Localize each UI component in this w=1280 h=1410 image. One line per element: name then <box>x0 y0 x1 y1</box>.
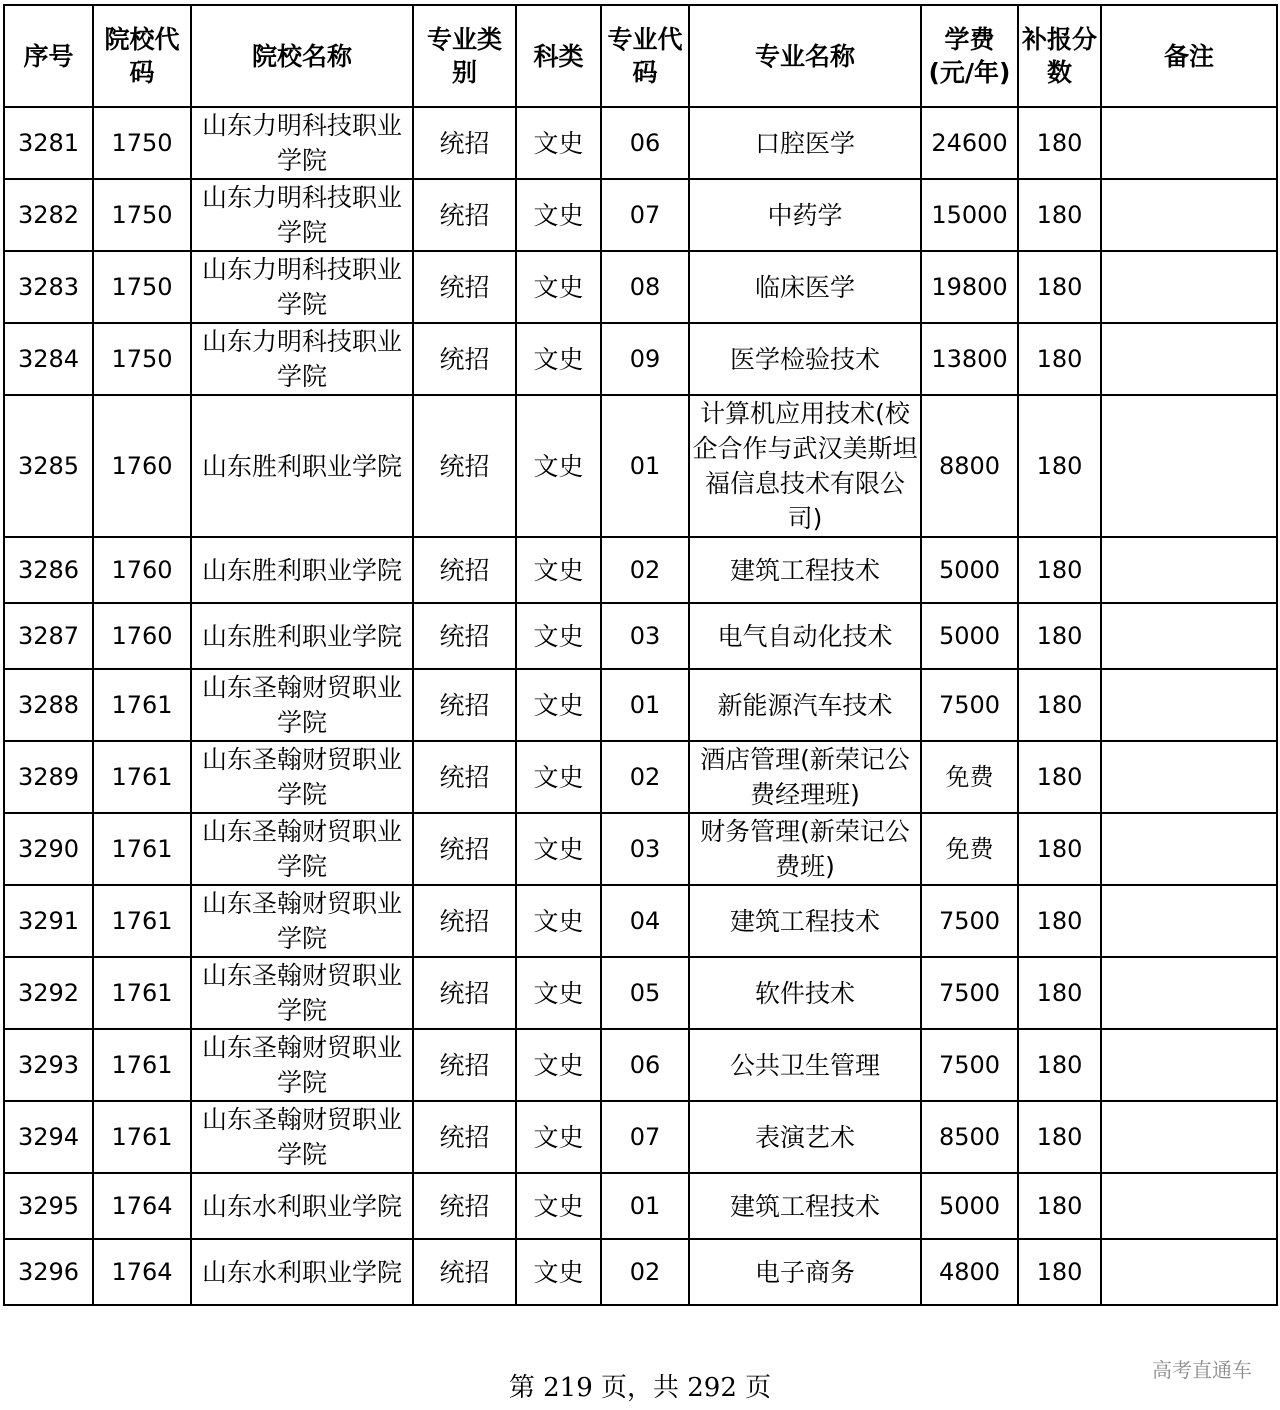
cell-category: 统招 <box>413 323 516 395</box>
cell-fee: 15000 <box>921 179 1018 251</box>
cell-major: 新能源汽车技术 <box>689 669 921 741</box>
cell-seq: 3281 <box>4 107 93 179</box>
cell-school-code: 1750 <box>93 323 191 395</box>
cell-fee: 4800 <box>921 1239 1018 1305</box>
cell-school-code: 1764 <box>93 1173 191 1239</box>
table-row <box>4 537 1277 603</box>
cell-category: 统招 <box>413 1239 516 1305</box>
cell-major-code: 07 <box>601 1101 689 1173</box>
table-row <box>4 323 1277 395</box>
cell-note <box>1101 1173 1277 1239</box>
cell-category: 统招 <box>413 669 516 741</box>
cell-subject: 文史 <box>516 885 601 957</box>
cell-score: 180 <box>1018 537 1101 603</box>
cell-major-code: 08 <box>601 251 689 323</box>
cell-subject: 文史 <box>516 107 601 179</box>
cell-major: 电子商务 <box>689 1239 921 1305</box>
header-seq: 序号 <box>4 5 93 107</box>
cell-major-code: 06 <box>601 107 689 179</box>
table-row <box>4 813 1277 885</box>
cell-major: 临床医学 <box>689 251 921 323</box>
cell-major: 计算机应用技术(校企合作与武汉美斯坦福信息技术有限公司) <box>689 395 921 537</box>
cell-major: 酒店管理(新荣记公费经理班) <box>689 741 921 813</box>
cell-major-code: 05 <box>601 957 689 1029</box>
cell-score: 180 <box>1018 669 1101 741</box>
cell-subject: 文史 <box>516 179 601 251</box>
cell-seq: 3287 <box>4 603 93 669</box>
cell-school-code: 1761 <box>93 813 191 885</box>
header-school-code: 院校代码 <box>93 5 191 107</box>
cell-category: 统招 <box>413 1173 516 1239</box>
table-row <box>4 885 1277 957</box>
cell-fee: 免费 <box>921 741 1018 813</box>
cell-school: 山东圣翰财贸职业学院 <box>191 669 413 741</box>
cell-school-code: 1761 <box>93 1029 191 1101</box>
cell-seq: 3293 <box>4 1029 93 1101</box>
cell-school: 山东水利职业学院 <box>191 1173 413 1239</box>
cell-score: 180 <box>1018 1173 1101 1239</box>
table-row <box>4 1173 1277 1239</box>
cell-school: 山东力明科技职业学院 <box>191 251 413 323</box>
cell-school-code: 1761 <box>93 957 191 1029</box>
cell-fee: 19800 <box>921 251 1018 323</box>
cell-major-code: 02 <box>601 741 689 813</box>
cell-note <box>1101 537 1277 603</box>
cell-subject: 文史 <box>516 813 601 885</box>
cell-category: 统招 <box>413 957 516 1029</box>
header-row <box>4 5 1277 107</box>
cell-major: 表演艺术 <box>689 1101 921 1173</box>
cell-score: 180 <box>1018 741 1101 813</box>
cell-score: 180 <box>1018 813 1101 885</box>
cell-major-code: 01 <box>601 1173 689 1239</box>
table-row <box>4 1029 1277 1101</box>
cell-category: 统招 <box>413 179 516 251</box>
cell-major-code: 07 <box>601 179 689 251</box>
cell-seq: 3296 <box>4 1239 93 1305</box>
cell-subject: 文史 <box>516 669 601 741</box>
cell-seq: 3289 <box>4 741 93 813</box>
cell-major-code: 01 <box>601 669 689 741</box>
cell-school: 山东力明科技职业学院 <box>191 179 413 251</box>
cell-school: 山东圣翰财贸职业学院 <box>191 1029 413 1101</box>
cell-school-code: 1750 <box>93 179 191 251</box>
cell-major: 中药学 <box>689 179 921 251</box>
cell-school-code: 1764 <box>93 1239 191 1305</box>
header-school-name: 院校名称 <box>191 5 413 107</box>
cell-subject: 文史 <box>516 323 601 395</box>
cell-seq: 3288 <box>4 669 93 741</box>
header-major-name: 专业名称 <box>689 5 921 107</box>
cell-category: 统招 <box>413 107 516 179</box>
cell-fee: 8500 <box>921 1101 1018 1173</box>
cell-score: 180 <box>1018 603 1101 669</box>
cell-school-code: 1761 <box>93 669 191 741</box>
cell-note <box>1101 813 1277 885</box>
cell-note <box>1101 179 1277 251</box>
cell-fee: 13800 <box>921 323 1018 395</box>
header-fee: 学费(元/年) <box>921 5 1018 107</box>
cell-school: 山东圣翰财贸职业学院 <box>191 1101 413 1173</box>
cell-note <box>1101 251 1277 323</box>
cell-score: 180 <box>1018 957 1101 1029</box>
cell-category: 统招 <box>413 885 516 957</box>
cell-major: 医学检验技术 <box>689 323 921 395</box>
cell-note <box>1101 1029 1277 1101</box>
cell-school: 山东力明科技职业学院 <box>191 107 413 179</box>
cell-school-code: 1750 <box>93 107 191 179</box>
cell-note <box>1101 1239 1277 1305</box>
cell-category: 统招 <box>413 395 516 537</box>
cell-subject: 文史 <box>516 537 601 603</box>
cell-major: 公共卫生管理 <box>689 1029 921 1101</box>
cell-category: 统招 <box>413 813 516 885</box>
cell-major: 建筑工程技术 <box>689 537 921 603</box>
table-row <box>4 603 1277 669</box>
cell-category: 统招 <box>413 537 516 603</box>
cell-school: 山东圣翰财贸职业学院 <box>191 885 413 957</box>
cell-note <box>1101 1101 1277 1173</box>
cell-score: 180 <box>1018 395 1101 537</box>
cell-school-code: 1750 <box>93 251 191 323</box>
cell-fee: 5000 <box>921 537 1018 603</box>
cell-note <box>1101 107 1277 179</box>
cell-major: 建筑工程技术 <box>689 885 921 957</box>
cell-school: 山东圣翰财贸职业学院 <box>191 957 413 1029</box>
cell-fee: 7500 <box>921 669 1018 741</box>
table-row <box>4 741 1277 813</box>
cell-subject: 文史 <box>516 957 601 1029</box>
header-score: 补报分数 <box>1018 5 1101 107</box>
cell-note <box>1101 323 1277 395</box>
cell-note <box>1101 885 1277 957</box>
cell-school: 山东胜利职业学院 <box>191 537 413 603</box>
cell-fee: 5000 <box>921 1173 1018 1239</box>
cell-subject: 文史 <box>516 251 601 323</box>
cell-seq: 3285 <box>4 395 93 537</box>
cell-score: 180 <box>1018 251 1101 323</box>
table-row <box>4 957 1277 1029</box>
cell-category: 统招 <box>413 1029 516 1101</box>
cell-school: 山东圣翰财贸职业学院 <box>191 813 413 885</box>
cell-subject: 文史 <box>516 1173 601 1239</box>
cell-subject: 文史 <box>516 1239 601 1305</box>
cell-seq: 3294 <box>4 1101 93 1173</box>
cell-seq: 3292 <box>4 957 93 1029</box>
table-body <box>4 107 1277 1305</box>
cell-school: 山东胜利职业学院 <box>191 603 413 669</box>
cell-seq: 3290 <box>4 813 93 885</box>
cell-fee: 24600 <box>921 107 1018 179</box>
cell-subject: 文史 <box>516 1029 601 1101</box>
cell-note <box>1101 957 1277 1029</box>
cell-seq: 3282 <box>4 179 93 251</box>
table-row <box>4 251 1277 323</box>
cell-school-code: 1760 <box>93 603 191 669</box>
cell-score: 180 <box>1018 885 1101 957</box>
cell-school-code: 1761 <box>93 741 191 813</box>
cell-major: 电气自动化技术 <box>689 603 921 669</box>
cell-seq: 3283 <box>4 251 93 323</box>
cell-major-code: 04 <box>601 885 689 957</box>
cell-major-code: 02 <box>601 1239 689 1305</box>
table-row <box>4 395 1277 537</box>
cell-fee: 7500 <box>921 1029 1018 1101</box>
cell-school-code: 1760 <box>93 395 191 537</box>
cell-fee: 8800 <box>921 395 1018 537</box>
cell-score: 180 <box>1018 107 1101 179</box>
cell-note <box>1101 741 1277 813</box>
header-subject: 科类 <box>516 5 601 107</box>
cell-seq: 3284 <box>4 323 93 395</box>
table-row <box>4 1239 1277 1305</box>
cell-seq: 3291 <box>4 885 93 957</box>
cell-note <box>1101 669 1277 741</box>
cell-fee: 5000 <box>921 603 1018 669</box>
header-major-code: 专业代码 <box>601 5 689 107</box>
cell-subject: 文史 <box>516 395 601 537</box>
cell-score: 180 <box>1018 1239 1101 1305</box>
cell-major: 软件技术 <box>689 957 921 1029</box>
cell-major: 建筑工程技术 <box>689 1173 921 1239</box>
cell-major-code: 02 <box>601 537 689 603</box>
cell-major: 口腔医学 <box>689 107 921 179</box>
cell-school: 山东胜利职业学院 <box>191 395 413 537</box>
header-category: 专业类别 <box>413 5 516 107</box>
cell-major-code: 06 <box>601 1029 689 1101</box>
cell-major-code: 03 <box>601 603 689 669</box>
cell-school: 山东圣翰财贸职业学院 <box>191 741 413 813</box>
cell-school-code: 1761 <box>93 1101 191 1173</box>
cell-note <box>1101 395 1277 537</box>
cell-seq: 3286 <box>4 537 93 603</box>
table-row <box>4 669 1277 741</box>
cell-category: 统招 <box>413 251 516 323</box>
cell-note <box>1101 603 1277 669</box>
cell-seq: 3295 <box>4 1173 93 1239</box>
cell-score: 180 <box>1018 323 1101 395</box>
cell-major-code: 03 <box>601 813 689 885</box>
cell-subject: 文史 <box>516 603 601 669</box>
cell-major-code: 01 <box>601 395 689 537</box>
header-note: 备注 <box>1101 5 1277 107</box>
cell-major: 财务管理(新荣记公费班) <box>689 813 921 885</box>
cell-category: 统招 <box>413 1101 516 1173</box>
cell-school: 山东水利职业学院 <box>191 1239 413 1305</box>
cell-fee: 7500 <box>921 957 1018 1029</box>
table-row <box>4 179 1277 251</box>
table-row <box>4 1101 1277 1173</box>
cell-school-code: 1760 <box>93 537 191 603</box>
cell-subject: 文史 <box>516 1101 601 1173</box>
admission-table <box>3 4 1278 1306</box>
watermark: 高考直通车 <box>1152 1358 1252 1382</box>
cell-subject: 文史 <box>516 741 601 813</box>
cell-category: 统招 <box>413 741 516 813</box>
cell-fee: 免费 <box>921 813 1018 885</box>
cell-major-code: 09 <box>601 323 689 395</box>
cell-score: 180 <box>1018 1101 1101 1173</box>
cell-school-code: 1761 <box>93 885 191 957</box>
cell-score: 180 <box>1018 179 1101 251</box>
cell-school: 山东力明科技职业学院 <box>191 323 413 395</box>
table-row <box>4 107 1277 179</box>
cell-fee: 7500 <box>921 885 1018 957</box>
cell-score: 180 <box>1018 1029 1101 1101</box>
cell-category: 统招 <box>413 603 516 669</box>
page-footer: 第 219 页，共 292 页 <box>508 1373 772 1403</box>
